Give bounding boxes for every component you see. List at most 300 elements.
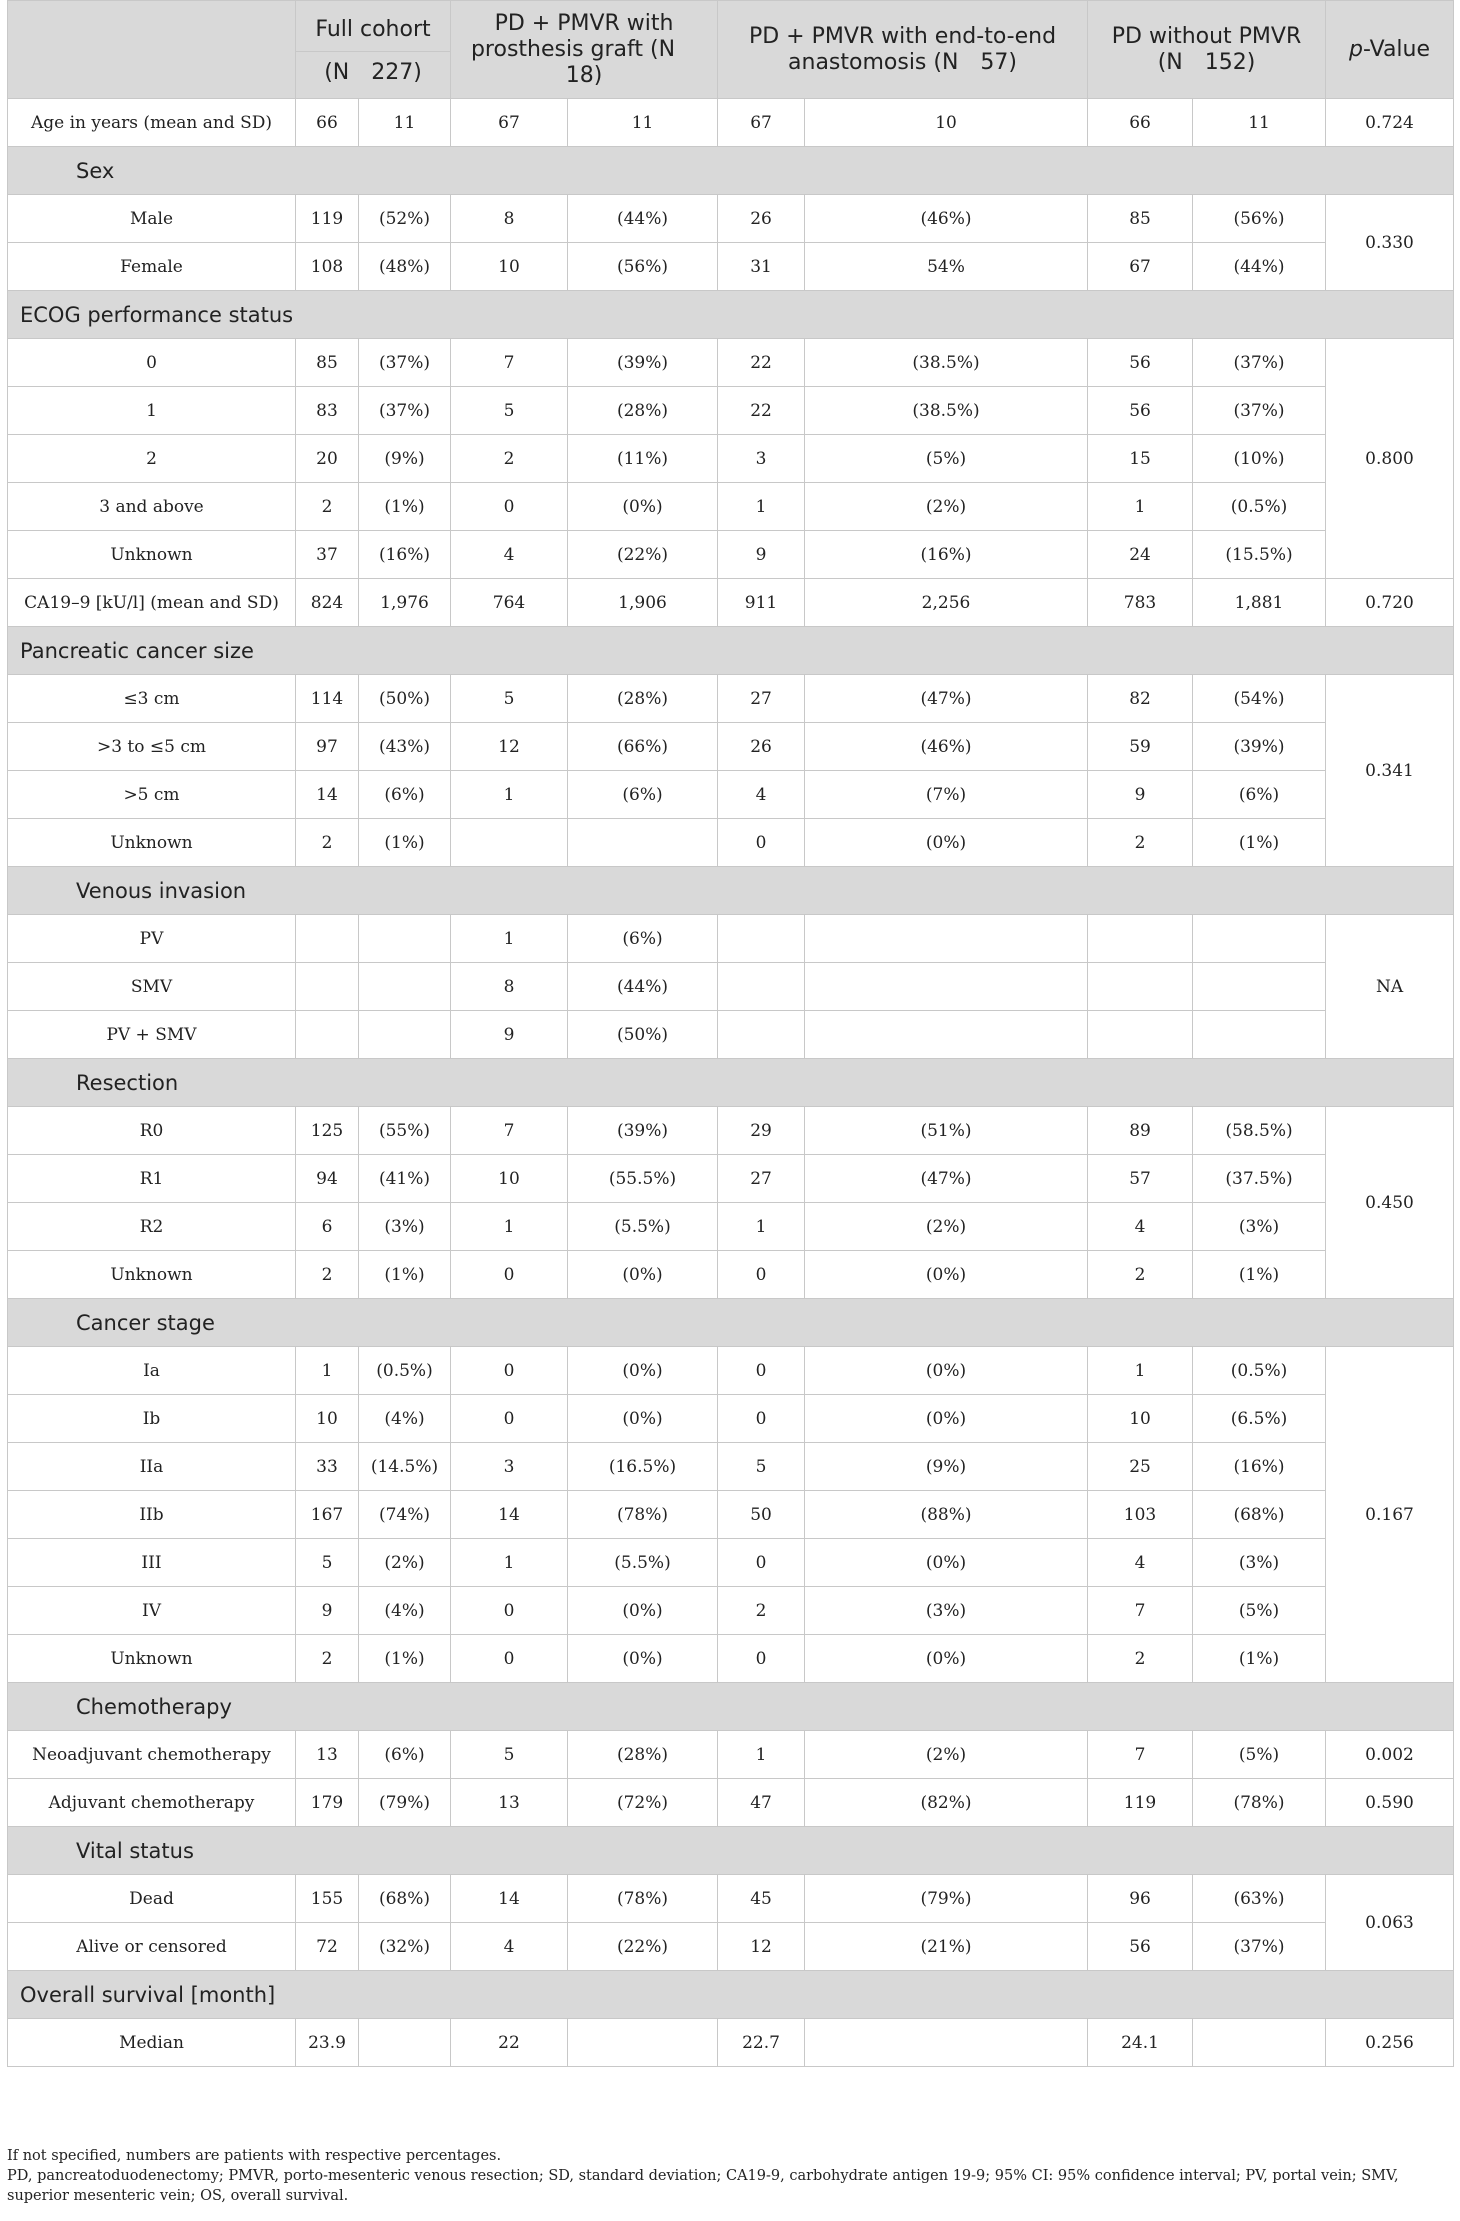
cell: (0.5%) (1193, 483, 1326, 531)
cell: (78%) (568, 1491, 718, 1539)
section-title: Chemotherapy (8, 1683, 1454, 1731)
cell: 20 (296, 435, 359, 483)
cell: (0.5%) (1193, 1347, 1326, 1395)
cell: 22 (451, 2019, 568, 2067)
cell: (0%) (568, 1251, 718, 1299)
cell: 96 (1088, 1875, 1193, 1923)
cell: 47 (718, 1779, 805, 1827)
cell: 1,881 (1193, 579, 1326, 627)
cell: (0%) (568, 1635, 718, 1683)
cell (1193, 2019, 1326, 2067)
section-title: Sex (8, 147, 1454, 195)
section-title: ECOG performance status (8, 291, 1454, 339)
cell: 0 (451, 1251, 568, 1299)
cell: (6%) (1193, 771, 1326, 819)
cell: 67 (1088, 243, 1193, 291)
cell: (39%) (568, 339, 718, 387)
cell: 37 (296, 531, 359, 579)
p-value-cell: 0.720 (1326, 579, 1454, 627)
p-value-cell: 0.341 (1326, 675, 1454, 867)
cell: 15 (1088, 435, 1193, 483)
cell: 2 (451, 435, 568, 483)
cell: (22%) (568, 1923, 718, 1971)
cell: 5 (451, 1731, 568, 1779)
cell: 7 (1088, 1587, 1193, 1635)
cell: 10 (805, 99, 1088, 147)
cell (1088, 915, 1193, 963)
cell (805, 963, 1088, 1011)
cell: 5 (451, 387, 568, 435)
row-label: 2 (8, 435, 296, 483)
p-value-cell: 0.800 (1326, 339, 1454, 579)
cell: 4 (1088, 1203, 1193, 1251)
table-row-size2 (8, 723, 1454, 771)
cell: (4%) (359, 1587, 451, 1635)
cell: (0%) (805, 1395, 1088, 1443)
cell (1193, 1011, 1326, 1059)
table-row-ib (8, 1395, 1454, 1443)
cell: (56%) (568, 243, 718, 291)
cell: 27 (718, 1155, 805, 1203)
cell (451, 819, 568, 867)
cell: 25 (1088, 1443, 1193, 1491)
cell (296, 963, 359, 1011)
cell: (5.5%) (568, 1203, 718, 1251)
cell: 1,976 (359, 579, 451, 627)
cell: 11 (568, 99, 718, 147)
cell: 824 (296, 579, 359, 627)
cell: 2 (296, 483, 359, 531)
cell: 67 (718, 99, 805, 147)
cell: (37%) (1193, 387, 1326, 435)
cell: 24.1 (1088, 2019, 1193, 2067)
cell: 12 (718, 1923, 805, 1971)
cell: 3 (451, 1443, 568, 1491)
cell: (6.5%) (1193, 1395, 1326, 1443)
header-p-italic: p (1348, 36, 1363, 62)
cell: (32%) (359, 1923, 451, 1971)
cell: 0 (718, 819, 805, 867)
cell: (2%) (805, 1203, 1088, 1251)
cell: 22.7 (718, 2019, 805, 2067)
p-value-cell: 0.002 (1326, 1731, 1454, 1779)
cell: (6%) (568, 771, 718, 819)
row-label: 3 and above (8, 483, 296, 531)
table-row-iv (8, 1587, 1454, 1635)
table-row-dead (8, 1875, 1454, 1923)
cell: (63%) (1193, 1875, 1326, 1923)
cell: 4 (451, 1923, 568, 1971)
cell: (68%) (1193, 1491, 1326, 1539)
cell: (6%) (568, 915, 718, 963)
cell: (46%) (805, 723, 1088, 771)
cell: 2 (718, 1587, 805, 1635)
cell (359, 963, 451, 1011)
row-label: Female (8, 243, 296, 291)
cell (805, 1011, 1088, 1059)
cell: (6%) (359, 771, 451, 819)
row-label: Unknown (8, 1635, 296, 1683)
cell: (37%) (359, 339, 451, 387)
cell (296, 915, 359, 963)
cell: 8 (451, 195, 568, 243)
row-label: SMV (8, 963, 296, 1011)
cell: (5.5%) (568, 1539, 718, 1587)
cell: (37.5%) (1193, 1155, 1326, 1203)
footnote-1: If not specified, numbers are patients with respective percentages. (7, 2148, 502, 2164)
cell: 11 (1193, 99, 1326, 147)
cell: 911 (718, 579, 805, 627)
cell: 11 (359, 99, 451, 147)
header-graft (451, 1, 718, 99)
cell (568, 819, 718, 867)
section-size (8, 627, 1454, 675)
cell: 0 (718, 1539, 805, 1587)
cell: (10%) (1193, 435, 1326, 483)
cell: (44%) (1193, 243, 1326, 291)
table-row-pv (8, 915, 1454, 963)
cell: 114 (296, 675, 359, 723)
table-row-r1 (8, 1155, 1454, 1203)
row-label: Unknown (8, 819, 296, 867)
cell: 119 (296, 195, 359, 243)
cell: (6%) (359, 1731, 451, 1779)
cell: 10 (451, 243, 568, 291)
cell: (0%) (568, 1587, 718, 1635)
cell: (14.5%) (359, 1443, 451, 1491)
row-label: ≤3 cm (8, 675, 296, 723)
section-title: Venous invasion (8, 867, 1454, 915)
cell: 10 (296, 1395, 359, 1443)
cell: (46%) (805, 195, 1088, 243)
cell: 4 (451, 531, 568, 579)
cell: (78%) (1193, 1779, 1326, 1827)
cell: (0%) (568, 483, 718, 531)
cell (359, 915, 451, 963)
cell: 82 (1088, 675, 1193, 723)
table-footnotes (7, 2146, 1453, 2206)
cell: (1%) (359, 1635, 451, 1683)
table-row-resection-unknown (8, 1251, 1454, 1299)
table-row-ecog1 (8, 387, 1454, 435)
table-row-male (8, 195, 1454, 243)
cell (568, 2019, 718, 2067)
cell: (39%) (1193, 723, 1326, 771)
header-without-label: PD without PMVR (N 152) (1111, 23, 1302, 75)
footnote-2: PD, pancreatoduodenectomy; PMVR, porto-mesenteric venous resection; SD, standard deviation; CA19-9, carbohydrate antigen 19-9; 95% CI: 95% confidence interval; PV, portal vein; SMV, superior mesenteric vein; OS, overall survival. (7, 2168, 1399, 2204)
cell: (1%) (1193, 1251, 1326, 1299)
cell: 4 (718, 771, 805, 819)
cell: 26 (718, 723, 805, 771)
row-label: 1 (8, 387, 296, 435)
cell: 26 (718, 195, 805, 243)
p-value-cell: 0.063 (1326, 1875, 1454, 1971)
cell: 13 (296, 1731, 359, 1779)
section-stage (8, 1299, 1454, 1347)
cell: 1 (451, 771, 568, 819)
cell: (9%) (359, 435, 451, 483)
cell: 2 (296, 819, 359, 867)
row-label: IIa (8, 1443, 296, 1491)
cell: 179 (296, 1779, 359, 1827)
row-label: Age in years (mean and SD) (8, 99, 296, 147)
table-row-r2 (8, 1203, 1454, 1251)
row-label: R2 (8, 1203, 296, 1251)
cell: 12 (451, 723, 568, 771)
cell: (50%) (568, 1011, 718, 1059)
cell: 1 (451, 1203, 568, 1251)
cell: (39%) (568, 1107, 718, 1155)
cell: 0 (718, 1635, 805, 1683)
cell: 1 (1088, 483, 1193, 531)
cell (718, 1011, 805, 1059)
section-vital (8, 1827, 1454, 1875)
cell: 83 (296, 387, 359, 435)
cell: 155 (296, 1875, 359, 1923)
table-row-ia (8, 1347, 1454, 1395)
row-label: R1 (8, 1155, 296, 1203)
cell: 5 (296, 1539, 359, 1587)
cell: (50%) (359, 675, 451, 723)
table-row-size3 (8, 771, 1454, 819)
cell: 2 (296, 1251, 359, 1299)
cell: 5 (451, 675, 568, 723)
table-row-neoadjuvant (8, 1731, 1454, 1779)
table-row-iii (8, 1539, 1454, 1587)
cell: 0 (451, 1587, 568, 1635)
header-row (8, 1, 1454, 99)
cell: (0%) (805, 1347, 1088, 1395)
cell: 10 (451, 1155, 568, 1203)
row-label: Adjuvant chemotherapy (8, 1779, 296, 1827)
section-title: Cancer stage (8, 1299, 1454, 1347)
cell: 85 (1088, 195, 1193, 243)
cell: 31 (718, 243, 805, 291)
table-row-adjuvant (8, 1779, 1454, 1827)
cell: (22%) (568, 531, 718, 579)
header-graft-label: PD + PMVR with prosthesis graft (N 18) (470, 10, 698, 88)
row-label: IV (8, 1587, 296, 1635)
cell: (3%) (1193, 1539, 1326, 1587)
cell: 7 (451, 339, 568, 387)
cell: (82%) (805, 1779, 1088, 1827)
cell: 97 (296, 723, 359, 771)
cell: 56 (1088, 387, 1193, 435)
cell: 5 (718, 1443, 805, 1491)
cell (1088, 1011, 1193, 1059)
cell: (1%) (1193, 819, 1326, 867)
section-resection (8, 1059, 1454, 1107)
cell: 0 (451, 1347, 568, 1395)
cell: 119 (1088, 1779, 1193, 1827)
cell: (52%) (359, 195, 451, 243)
table-row-ca199 (8, 579, 1454, 627)
row-label: Median (8, 2019, 296, 2067)
table-row-size-unknown (8, 819, 1454, 867)
cell: (41%) (359, 1155, 451, 1203)
cell: 2 (1088, 819, 1193, 867)
cell: (3%) (805, 1587, 1088, 1635)
cell: 23.9 (296, 2019, 359, 2067)
cell: (5%) (805, 435, 1088, 483)
cell: 29 (718, 1107, 805, 1155)
cell: 45 (718, 1875, 805, 1923)
cell: 66 (1088, 99, 1193, 147)
cell: (5%) (1193, 1731, 1326, 1779)
row-label: Alive or censored (8, 1923, 296, 1971)
cell: 56 (1088, 339, 1193, 387)
cell: (0.5%) (359, 1347, 451, 1395)
cell: 0 (718, 1347, 805, 1395)
cell: (2%) (805, 483, 1088, 531)
cell: 1 (451, 1539, 568, 1587)
row-label: PV + SMV (8, 1011, 296, 1059)
cell (1193, 963, 1326, 1011)
cell: 22 (718, 387, 805, 435)
section-ecog (8, 291, 1454, 339)
cell: 0 (718, 1395, 805, 1443)
cell: (0%) (805, 819, 1088, 867)
row-label: PV (8, 915, 296, 963)
cell: 56 (1088, 1923, 1193, 1971)
cell (805, 915, 1088, 963)
cell: (48%) (359, 243, 451, 291)
cell: (15.5%) (1193, 531, 1326, 579)
cell: (37%) (359, 387, 451, 435)
cell: (88%) (805, 1491, 1088, 1539)
p-value-cell: 0.450 (1326, 1107, 1454, 1299)
cell: (0%) (805, 1539, 1088, 1587)
cell: 1,906 (568, 579, 718, 627)
table-row-iib (8, 1491, 1454, 1539)
cell: (55.5%) (568, 1155, 718, 1203)
cell: 1 (718, 1203, 805, 1251)
row-label: R0 (8, 1107, 296, 1155)
table-row-smv (8, 963, 1454, 1011)
cell: (2%) (359, 1539, 451, 1587)
table-row-alive (8, 1923, 1454, 1971)
cell: 167 (296, 1491, 359, 1539)
cell: 2 (296, 1635, 359, 1683)
cell: 9 (1088, 771, 1193, 819)
cell: 3 (718, 435, 805, 483)
cell: 14 (451, 1491, 568, 1539)
cell: 85 (296, 339, 359, 387)
cell: 1 (296, 1347, 359, 1395)
cell: 4 (1088, 1539, 1193, 1587)
cell: 14 (296, 771, 359, 819)
cell: (72%) (568, 1779, 718, 1827)
p-value-cell: 0.590 (1326, 1779, 1454, 1827)
table-row-ecog2 (8, 435, 1454, 483)
cell (359, 1011, 451, 1059)
cell: (16%) (359, 531, 451, 579)
cell: 8 (451, 963, 568, 1011)
cell: 89 (1088, 1107, 1193, 1155)
cell: (28%) (568, 1731, 718, 1779)
cell: 9 (451, 1011, 568, 1059)
cell: 22 (718, 339, 805, 387)
cell: (0%) (805, 1635, 1088, 1683)
section-title: Vital status (8, 1827, 1454, 1875)
cell: 33 (296, 1443, 359, 1491)
cell: 1 (718, 1731, 805, 1779)
section-sex (8, 147, 1454, 195)
cell: (4%) (359, 1395, 451, 1443)
cell: (2%) (805, 1731, 1088, 1779)
cell: (68%) (359, 1875, 451, 1923)
cell: 108 (296, 243, 359, 291)
row-label: CA19–9 [kU/l] (mean and SD) (8, 579, 296, 627)
header-p-value (1326, 1, 1454, 99)
cell: 0 (451, 1395, 568, 1443)
cell: (47%) (805, 675, 1088, 723)
cell: 0 (451, 483, 568, 531)
cell: 66 (296, 99, 359, 147)
cell: (47%) (805, 1155, 1088, 1203)
cell (359, 2019, 451, 2067)
cell: 13 (451, 1779, 568, 1827)
cell: 7 (1088, 1731, 1193, 1779)
row-label: Neoadjuvant chemotherapy (8, 1731, 296, 1779)
section-venous (8, 867, 1454, 915)
cell: (16%) (805, 531, 1088, 579)
row-label: Unknown (8, 531, 296, 579)
cell: (79%) (805, 1875, 1088, 1923)
cell: (5%) (1193, 1587, 1326, 1635)
table-row-ecog0 (8, 339, 1454, 387)
header-end-to-end (718, 1, 1088, 99)
cell: (66%) (568, 723, 718, 771)
cell: (28%) (568, 387, 718, 435)
cell: (54%) (1193, 675, 1326, 723)
p-value-cell: 0.724 (1326, 99, 1454, 147)
row-label: III (8, 1539, 296, 1587)
cell: (9%) (805, 1443, 1088, 1491)
cell: 50 (718, 1491, 805, 1539)
cell: 783 (1088, 579, 1193, 627)
p-value-cell: 0.167 (1326, 1347, 1454, 1683)
cell: (3%) (1193, 1203, 1326, 1251)
cell: 0 (718, 1251, 805, 1299)
cell: (51%) (805, 1107, 1088, 1155)
cell: 9 (296, 1587, 359, 1635)
cell (805, 2019, 1088, 2067)
cell: (56%) (1193, 195, 1326, 243)
section-title: Pancreatic cancer size (8, 627, 1454, 675)
cell: (43%) (359, 723, 451, 771)
cell: 54% (805, 243, 1088, 291)
cell (718, 915, 805, 963)
cell: (55%) (359, 1107, 451, 1155)
cell: (79%) (359, 1779, 451, 1827)
row-label: >5 cm (8, 771, 296, 819)
cell: (37%) (1193, 1923, 1326, 1971)
cell: 764 (451, 579, 568, 627)
table-row-r0 (8, 1107, 1454, 1155)
cell: (44%) (568, 195, 718, 243)
cell: 1 (1088, 1347, 1193, 1395)
cell: (58.5%) (1193, 1107, 1326, 1155)
cell: 9 (718, 531, 805, 579)
p-value-cell: 0.256 (1326, 2019, 1454, 2067)
cell: 14 (451, 1875, 568, 1923)
cell: 10 (1088, 1395, 1193, 1443)
cell: (1%) (359, 483, 451, 531)
cell: 59 (1088, 723, 1193, 771)
header-full-cohort (296, 1, 451, 99)
cell: 7 (451, 1107, 568, 1155)
